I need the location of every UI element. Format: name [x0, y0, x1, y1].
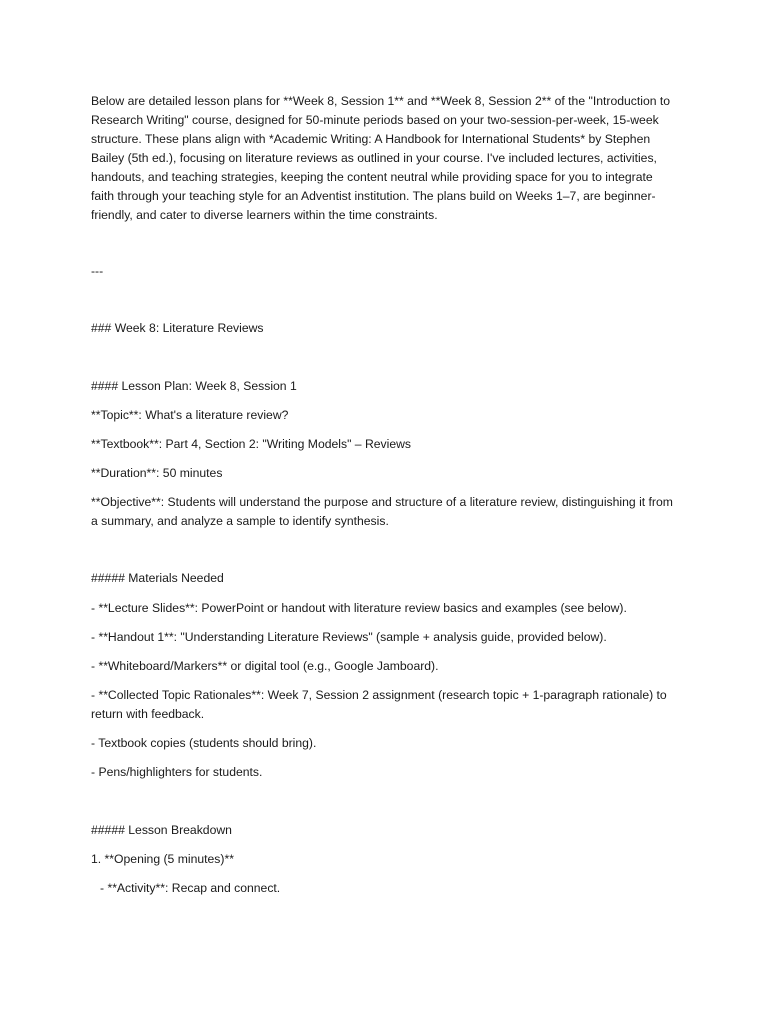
materials-item: - **Lecture Slides**: PowerPoint or handout with literature review basics and examples (see below). — [91, 601, 627, 615]
materials-item: - **Handout 1**: "Understanding Literature Reviews" (sample + analysis guide, provided below). — [91, 630, 607, 644]
materials-item: - Pens/highlighters for students. — [91, 765, 263, 779]
opening-activity: - **Activity**: Recap and connect. — [100, 881, 281, 895]
textbook-line: **Textbook**: Part 4, Section 2: "Writing Models" – Reviews — [91, 437, 412, 451]
materials-item: - **Whiteboard/Markers** or digital tool (e.g., Google Jamboard). — [91, 659, 439, 673]
materials-heading: ##### Materials Needed — [91, 571, 224, 585]
materials-item: - Textbook copies (students should bring). — [91, 736, 317, 750]
topic-line: **Topic**: What's a literature review? — [91, 408, 289, 422]
document-body — [91, 92, 677, 908]
breakdown-heading: ##### Lesson Breakdown — [91, 823, 232, 837]
week-heading: ### Week 8: Literature Reviews — [91, 321, 264, 335]
objective-paragraph: **Objective**: Students will understand the purpose and structure of a literature review, distinguishing it from a summary, and analyze a sample to identify synthesis. — [91, 495, 677, 528]
lesson-heading: #### Lesson Plan: Week 8, Session 1 — [91, 379, 297, 393]
opening-step: 1. **Opening (5 minutes)** — [91, 852, 234, 866]
duration-line: **Duration**: 50 minutes — [91, 466, 223, 480]
intro-paragraph: Below are detailed lesson plans for **Week 8, Session 1** and **Week 8, Session 2** of the "Introduction to Research Writing" course, designed for 50-minute periods based on your two-session-per-week, 15-week structure. These plans align with *Academic Writing: A Handbook for International Students* by Stephen Bailey (5th ed.), focusing on literature reviews as outlined in your course. I've included lectures, activities, handouts, and teaching strategies, keeping the content neutral while providing space for you to integrate faith through your teaching style for an Adventist institution. The plans build on Weeks 1–7, are beginner-friendly, and cater to diverse learners within the time constraints. — [91, 94, 674, 222]
materials-item: - **Collected Topic Rationales**: Week 7, Session 2 assignment (research topic + 1-paragraph rationale) to return with feedback. — [91, 688, 671, 721]
separator: --- — [91, 264, 104, 278]
